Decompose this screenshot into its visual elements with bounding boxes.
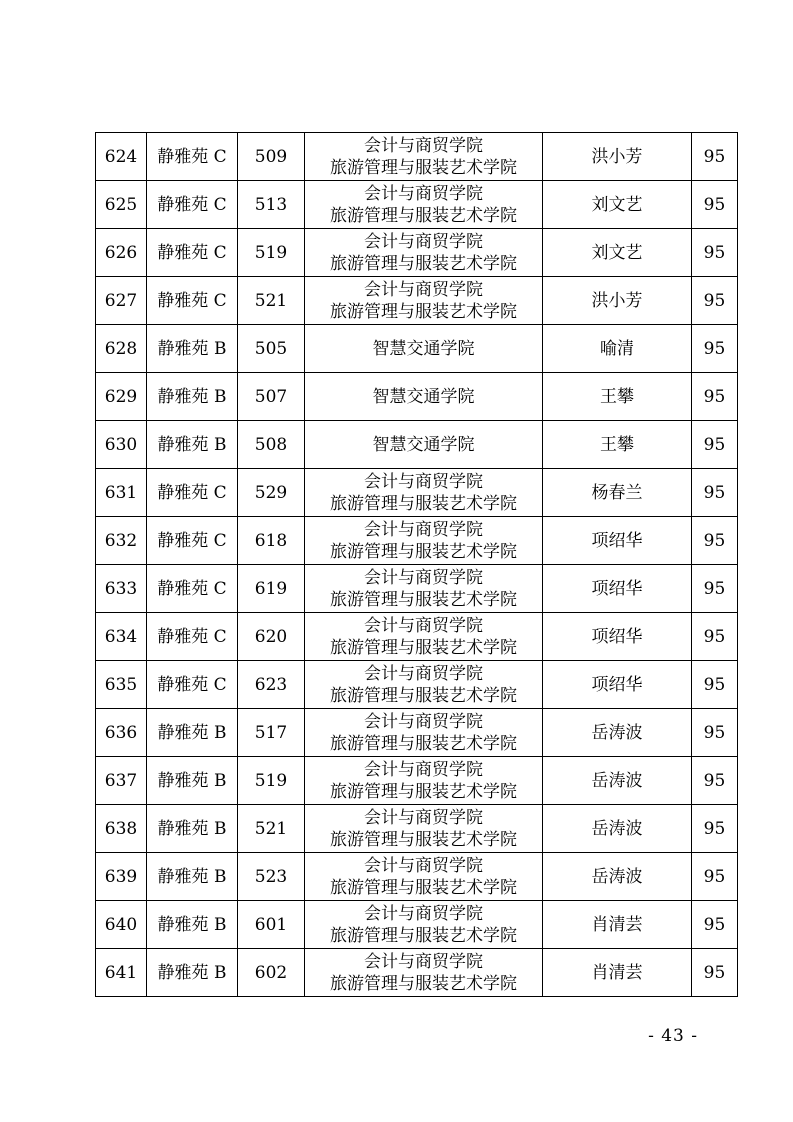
college-name: 智慧交通学院	[372, 386, 475, 407]
cell-room: 620	[238, 613, 305, 661]
cell-tutor: 项绍华	[543, 661, 692, 709]
cell-number: 625	[96, 181, 147, 229]
cell-number: 628	[96, 325, 147, 373]
cell-room: 513	[238, 181, 305, 229]
cell-score: 95	[692, 517, 738, 565]
cell-college	[305, 469, 543, 517]
table-row	[96, 853, 738, 901]
college-name: 会计与商贸学院	[364, 951, 483, 972]
college-name: 旅游管理与服装艺术学院	[330, 205, 517, 226]
cell-college	[305, 949, 543, 997]
table-row	[96, 661, 738, 709]
cell-building: 静雅苑 B	[147, 421, 238, 469]
college-name: 旅游管理与服装艺术学院	[330, 781, 517, 802]
table-row	[96, 325, 738, 373]
cell-score: 95	[692, 757, 738, 805]
table-row	[96, 133, 738, 181]
college-name: 会计与商贸学院	[364, 567, 483, 588]
cell-tutor: 刘文艺	[543, 229, 692, 277]
table-row	[96, 517, 738, 565]
college-name: 会计与商贸学院	[364, 711, 483, 732]
cell-college	[305, 901, 543, 949]
cell-tutor: 洪小芳	[543, 277, 692, 325]
cell-building: 静雅苑 B	[147, 757, 238, 805]
cell-college	[305, 709, 543, 757]
cell-number: 624	[96, 133, 147, 181]
college-name: 会计与商贸学院	[364, 903, 483, 924]
cell-room: 523	[238, 853, 305, 901]
college-name: 旅游管理与服装艺术学院	[330, 493, 517, 514]
cell-tutor: 岳涛波	[543, 853, 692, 901]
table-row	[96, 757, 738, 805]
cell-number: 639	[96, 853, 147, 901]
cell-score: 95	[692, 325, 738, 373]
cell-number: 637	[96, 757, 147, 805]
college-name: 旅游管理与服装艺术学院	[330, 829, 517, 850]
cell-college	[305, 805, 543, 853]
cell-tutor: 杨春兰	[543, 469, 692, 517]
cell-building: 静雅苑 B	[147, 949, 238, 997]
cell-score: 95	[692, 949, 738, 997]
cell-tutor: 喻清	[543, 325, 692, 373]
table-row	[96, 421, 738, 469]
college-name: 旅游管理与服装艺术学院	[330, 925, 517, 946]
college-name: 会计与商贸学院	[364, 471, 483, 492]
cell-room: 602	[238, 949, 305, 997]
cell-tutor: 肖清芸	[543, 949, 692, 997]
college-name: 会计与商贸学院	[364, 615, 483, 636]
cell-room: 509	[238, 133, 305, 181]
cell-room: 619	[238, 565, 305, 613]
cell-college	[305, 517, 543, 565]
college-name: 旅游管理与服装艺术学院	[330, 301, 517, 322]
table-row	[96, 229, 738, 277]
college-name: 旅游管理与服装艺术学院	[330, 973, 517, 994]
cell-college	[305, 181, 543, 229]
cell-score: 95	[692, 373, 738, 421]
cell-number: 635	[96, 661, 147, 709]
table-row	[96, 277, 738, 325]
cell-college	[305, 373, 543, 421]
cell-score: 95	[692, 277, 738, 325]
cell-building: 静雅苑 B	[147, 853, 238, 901]
cell-building: 静雅苑 B	[147, 901, 238, 949]
cell-tutor: 项绍华	[543, 565, 692, 613]
cell-room: 517	[238, 709, 305, 757]
cell-room: 618	[238, 517, 305, 565]
cell-score: 95	[692, 709, 738, 757]
cell-number: 626	[96, 229, 147, 277]
cell-score: 95	[692, 181, 738, 229]
cell-building: 静雅苑 B	[147, 325, 238, 373]
college-name: 会计与商贸学院	[364, 279, 483, 300]
cell-score: 95	[692, 901, 738, 949]
cell-number: 641	[96, 949, 147, 997]
cell-tutor: 项绍华	[543, 517, 692, 565]
college-name: 会计与商贸学院	[364, 759, 483, 780]
cell-score: 95	[692, 421, 738, 469]
cell-number: 631	[96, 469, 147, 517]
dormitory-score-table	[95, 132, 738, 997]
cell-score: 95	[692, 613, 738, 661]
cell-room: 623	[238, 661, 305, 709]
cell-score: 95	[692, 661, 738, 709]
cell-tutor: 岳涛波	[543, 805, 692, 853]
college-name: 会计与商贸学院	[364, 231, 483, 252]
cell-college	[305, 853, 543, 901]
cell-score: 95	[692, 133, 738, 181]
cell-college	[305, 613, 543, 661]
college-name: 会计与商贸学院	[364, 855, 483, 876]
cell-tutor: 项绍华	[543, 613, 692, 661]
cell-room: 521	[238, 805, 305, 853]
cell-college	[305, 229, 543, 277]
cell-number: 633	[96, 565, 147, 613]
cell-college	[305, 277, 543, 325]
cell-building: 静雅苑 C	[147, 517, 238, 565]
cell-college	[305, 133, 543, 181]
cell-number: 632	[96, 517, 147, 565]
cell-number: 629	[96, 373, 147, 421]
cell-tutor: 王攀	[543, 373, 692, 421]
cell-college	[305, 661, 543, 709]
cell-building: 静雅苑 C	[147, 181, 238, 229]
cell-number: 640	[96, 901, 147, 949]
cell-room: 521	[238, 277, 305, 325]
cell-building: 静雅苑 C	[147, 613, 238, 661]
cell-building: 静雅苑 C	[147, 661, 238, 709]
cell-building: 静雅苑 C	[147, 229, 238, 277]
cell-number: 636	[96, 709, 147, 757]
cell-tutor: 王攀	[543, 421, 692, 469]
cell-room: 507	[238, 373, 305, 421]
cell-building: 静雅苑 C	[147, 277, 238, 325]
cell-score: 95	[692, 853, 738, 901]
cell-college	[305, 565, 543, 613]
college-name: 旅游管理与服装艺术学院	[330, 589, 517, 610]
table-row	[96, 565, 738, 613]
table-row	[96, 469, 738, 517]
cell-room: 601	[238, 901, 305, 949]
cell-building: 静雅苑 B	[147, 805, 238, 853]
college-name: 旅游管理与服装艺术学院	[330, 157, 517, 178]
cell-tutor: 岳涛波	[543, 709, 692, 757]
college-name: 旅游管理与服装艺术学院	[330, 637, 517, 658]
cell-building: 静雅苑 B	[147, 373, 238, 421]
college-name: 会计与商贸学院	[364, 135, 483, 156]
cell-number: 638	[96, 805, 147, 853]
college-name: 旅游管理与服装艺术学院	[330, 877, 517, 898]
cell-number: 630	[96, 421, 147, 469]
college-name: 智慧交通学院	[372, 434, 475, 455]
cell-tutor: 刘文艺	[543, 181, 692, 229]
college-name: 会计与商贸学院	[364, 519, 483, 540]
cell-tutor: 岳涛波	[543, 757, 692, 805]
table-row	[96, 709, 738, 757]
cell-tutor: 肖清芸	[543, 901, 692, 949]
college-name: 会计与商贸学院	[364, 807, 483, 828]
table-row	[96, 805, 738, 853]
table-row	[96, 901, 738, 949]
college-name: 旅游管理与服装艺术学院	[330, 685, 517, 706]
table-row	[96, 181, 738, 229]
college-name: 旅游管理与服装艺术学院	[330, 253, 517, 274]
page-number: - 43 -	[648, 1026, 698, 1046]
cell-building: 静雅苑 B	[147, 709, 238, 757]
table-row	[96, 613, 738, 661]
college-name: 会计与商贸学院	[364, 183, 483, 204]
cell-number: 634	[96, 613, 147, 661]
cell-tutor: 洪小芳	[543, 133, 692, 181]
cell-room: 508	[238, 421, 305, 469]
cell-college	[305, 757, 543, 805]
cell-score: 95	[692, 469, 738, 517]
college-name: 旅游管理与服装艺术学院	[330, 541, 517, 562]
table-row	[96, 373, 738, 421]
cell-college	[305, 421, 543, 469]
table-row	[96, 949, 738, 997]
college-name: 旅游管理与服装艺术学院	[330, 733, 517, 754]
college-name: 会计与商贸学院	[364, 663, 483, 684]
cell-room: 519	[238, 229, 305, 277]
cell-score: 95	[692, 805, 738, 853]
cell-building: 静雅苑 C	[147, 133, 238, 181]
cell-room: 519	[238, 757, 305, 805]
cell-room: 529	[238, 469, 305, 517]
cell-score: 95	[692, 565, 738, 613]
cell-building: 静雅苑 C	[147, 469, 238, 517]
college-name: 智慧交通学院	[372, 338, 475, 359]
cell-college	[305, 325, 543, 373]
cell-number: 627	[96, 277, 147, 325]
cell-room: 505	[238, 325, 305, 373]
table-body	[96, 133, 738, 997]
cell-building: 静雅苑 C	[147, 565, 238, 613]
cell-score: 95	[692, 229, 738, 277]
